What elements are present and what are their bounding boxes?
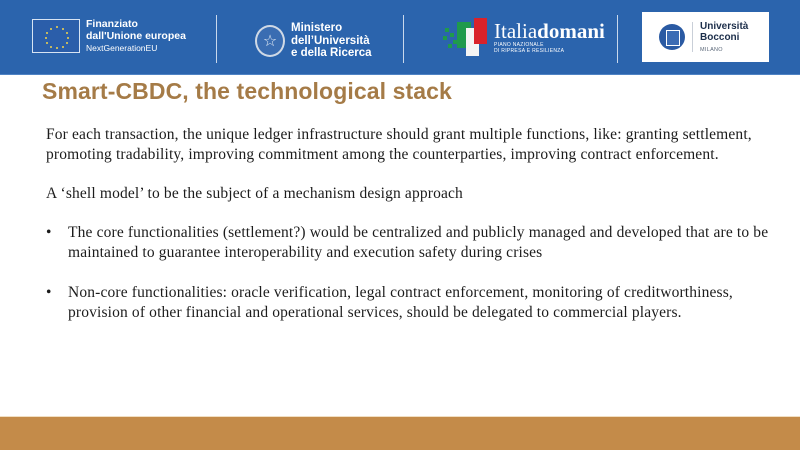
slide-title: Smart-CBDC, the technological stack [42,78,452,104]
bullet-text: The core functionalities (settlement?) would be centralized and publicly managed and developed that are to be maintained to guarantee interoperability and execution safety during crises [68,224,769,261]
bullet-list [46,223,776,323]
italiadomani-logo [442,16,605,58]
bullet-text: Non-core functionalities: oracle verification, legal contract enforcement, monitoring of creditworthiness, provision of other financial and operational services, should be delegated to commercial players. [68,284,733,321]
bocconi-separator [692,22,693,52]
mur-line3: e della Ricerca [291,47,372,59]
slide-body [46,125,776,343]
italian-flag-mark-icon [442,16,492,58]
bocconi-logo-text [700,21,748,53]
eu-logo-text [86,18,186,54]
eu-line2: dall'Unione europea [86,30,186,42]
italia-name-bold: domani [537,19,605,43]
bocconi-seal-icon [659,24,685,50]
logo-divider [403,15,404,63]
bullet-item-non-core [46,283,776,323]
italiadomani-text [494,20,605,54]
bullet-icon: • [46,284,52,301]
bullet-icon: • [46,224,52,241]
ministry-logo [255,22,372,60]
eu-line3: NextGenerationEU [86,43,158,53]
logo-divider [216,15,217,63]
logo-divider [617,15,618,63]
italia-sub1: PIANO NAZIONALE [494,42,544,48]
eu-flag-icon [32,19,80,53]
footer-bar [0,416,800,450]
bocconi-line1: Università [700,21,749,32]
eu-funding-logo [32,18,186,54]
bocconi-logo [642,12,769,62]
header-band [0,0,800,75]
italian-republic-emblem-icon [255,25,285,57]
intro-paragraph: For each transaction, the unique ledger infrastructure should grant multiple functions, like: granting settlement, promoting tradability, improving commitment among the counterparties, improving contract enforcement. [46,126,752,163]
italia-sub2: DI RIPRESA E RESILIENZA [494,48,565,54]
mur-line1: Ministero [291,22,343,34]
bocconi-city: MILANO [700,47,723,53]
ministry-logo-text [291,22,372,60]
bullet-item-core [46,223,776,263]
eu-line1: Finanziato [86,18,138,30]
bocconi-line2: Bocconi [700,32,740,43]
mur-line2: dell’Università [291,34,370,47]
italia-name-regular: Italia [494,19,538,43]
shell-model-paragraph: A ‘shell model’ to be the subject of a mechanism design approach [46,185,463,202]
